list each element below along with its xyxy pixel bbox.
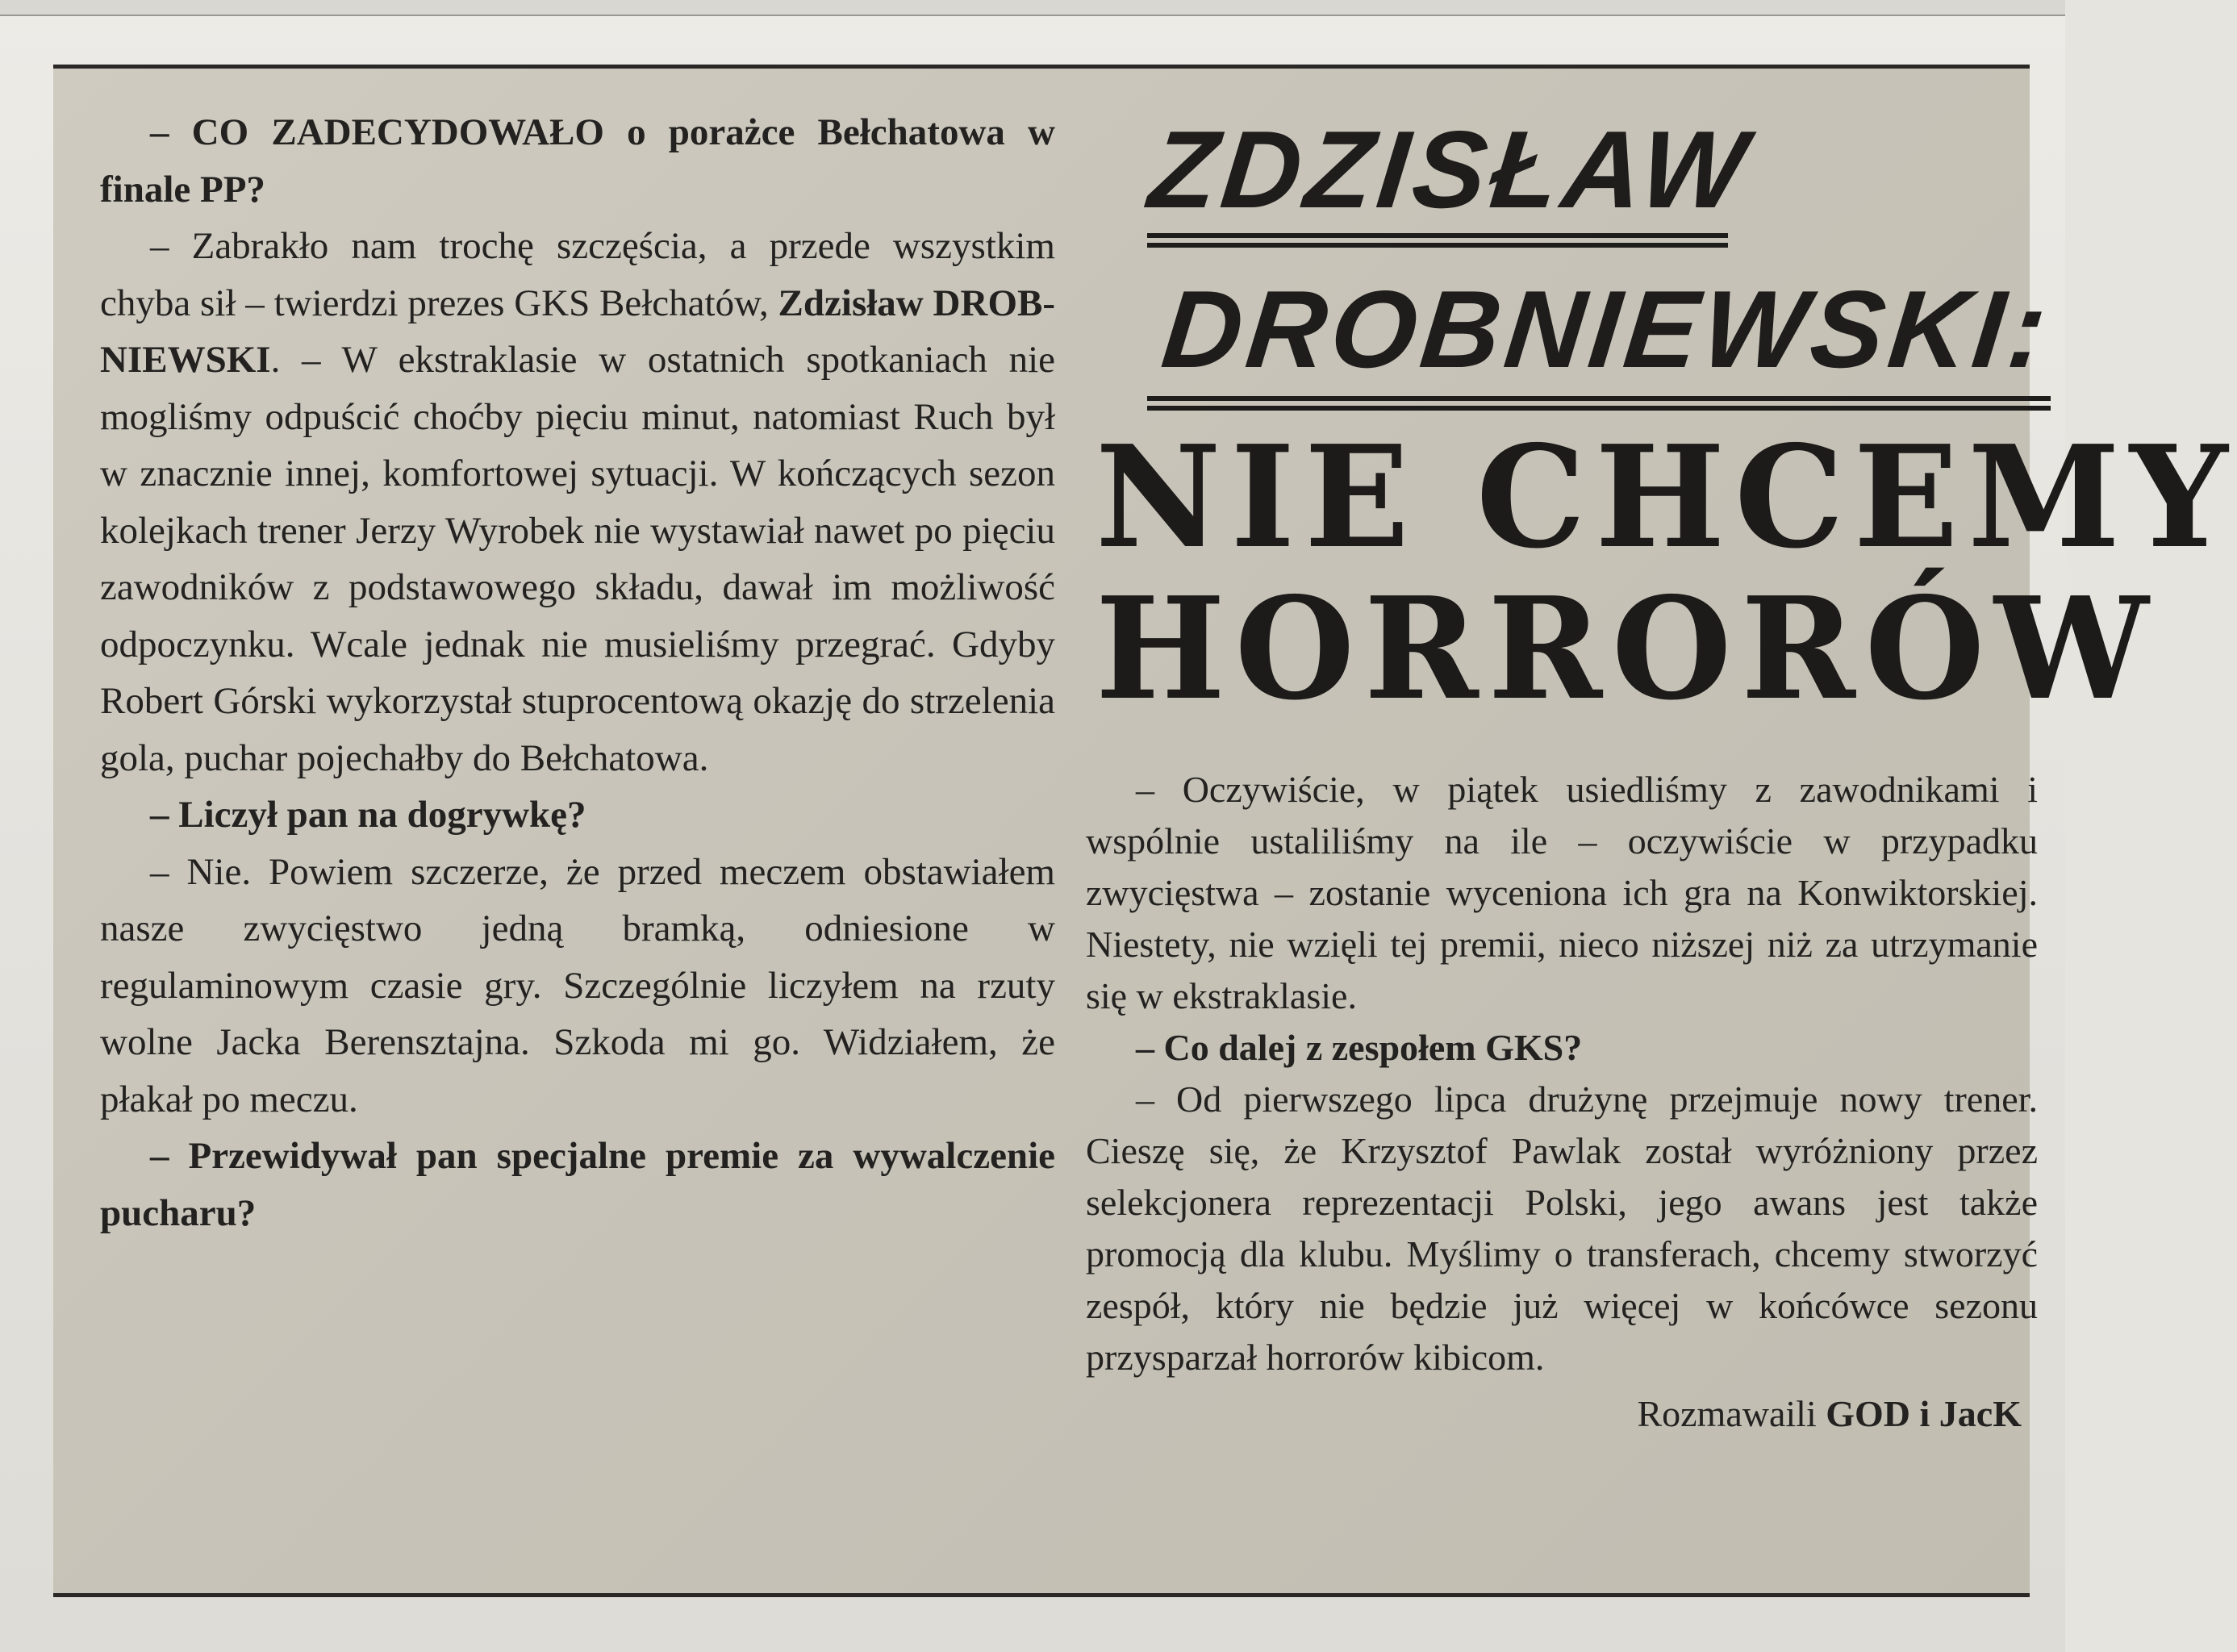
question-paragraph: – CO ZADECYDOWAŁO o porażce Bełchatowa w finale PP? (100, 111, 1055, 211)
headline-rule (1147, 396, 2051, 411)
right-column (1086, 69, 2237, 1440)
question-paragraph: – Co dalej z zespołem GKS? (1136, 1027, 1583, 1068)
headline-line-1: ZDZISŁAW (1144, 108, 1757, 231)
headline-line-3: NIE CHCEMY (1095, 415, 2237, 580)
headline-rule (1147, 233, 1728, 248)
answer-text: . – W ekstraklasie w ostatnich spotkaniach nie mogliśmy odpuścić choćby pięciu minut, natomiast Ruch był w znacznie innej, komfortowej sytuacji. W kończących sezon kolejkach trener Jerzy Wyrobek nie wystawiał nawet po pięciu zawodników z podstawowego składu, dawał im możliwość odpoczynku. Wcale jednak nie musieliśmy przegrać. Gdyby Robert Górski wykorzystał stuprocentową okazję do strzelenia gola, puchar pojechałby do Bełchatowa. (100, 339, 1055, 779)
right-column-body (1086, 764, 2038, 1440)
question-paragraph: – Liczył pan na dogrywkę? (150, 794, 586, 836)
headline-line-4: HORRORÓW (1095, 567, 2159, 732)
question-paragraph: – Przewidywał pan specjalne premie za wywalczenie pucharu? (100, 1135, 1055, 1234)
answer-text: – Zabrakło nam trochę szczęścia, a przede wszystkim chyba sił – twierdzi prezes GKS Bełchatów, (100, 225, 1055, 324)
byline-authors: GOD i JacK (1826, 1393, 2022, 1434)
headline-line-2: DROBNIEWSKI: (1157, 268, 2057, 390)
byline (1086, 1388, 2038, 1440)
answer-paragraph: – Nie. Powiem szczerze, że przed meczem obstawiałem nasze zwycięstwo jedną bramką, odniesione w regulaminowym czasie gry. Szczególnie liczyłem na rzuty wolne Jacka Berensztajna. Szkoda mi go. Widziałem, że płakał po meczu. (100, 850, 1055, 1120)
left-column (100, 104, 1055, 1241)
answer-paragraph: – Oczywiście, w piątek usiedliśmy z zawodnikami i wspólnie ustaliliśmy na ile – oczywiście w przypadku zwycięstwa – zostanie wyceniona ich gra na Konwiktorskiej. Niestety, nie wzięli tej premii, nieco niższej niż za utrzymanie się w ekstraklasie. (1086, 769, 2038, 1016)
newspaper-clipping (53, 65, 2237, 1597)
interviewee-name: Zdzisław DROB-NIEWSKI (100, 282, 1055, 381)
byline-prefix: Rozmawaili (1637, 1393, 1826, 1434)
top-edge-strip (0, 0, 2065, 16)
answer-paragraph: – Od pierwszego lipca drużynę przejmuje nowy trener. Cieszę się, że Krzysztof Pawlak został wyróżniony przez selekcjonera reprezentacji Polski, jego awans jest także promocją dla klubu. Myślimy o transferach, chcemy stworzyć zespół, który nie będzie już więcej w końcówce sezonu przysparzał horrorów kibicom. (1086, 1078, 2038, 1378)
answer-paragraph (100, 218, 1055, 786)
